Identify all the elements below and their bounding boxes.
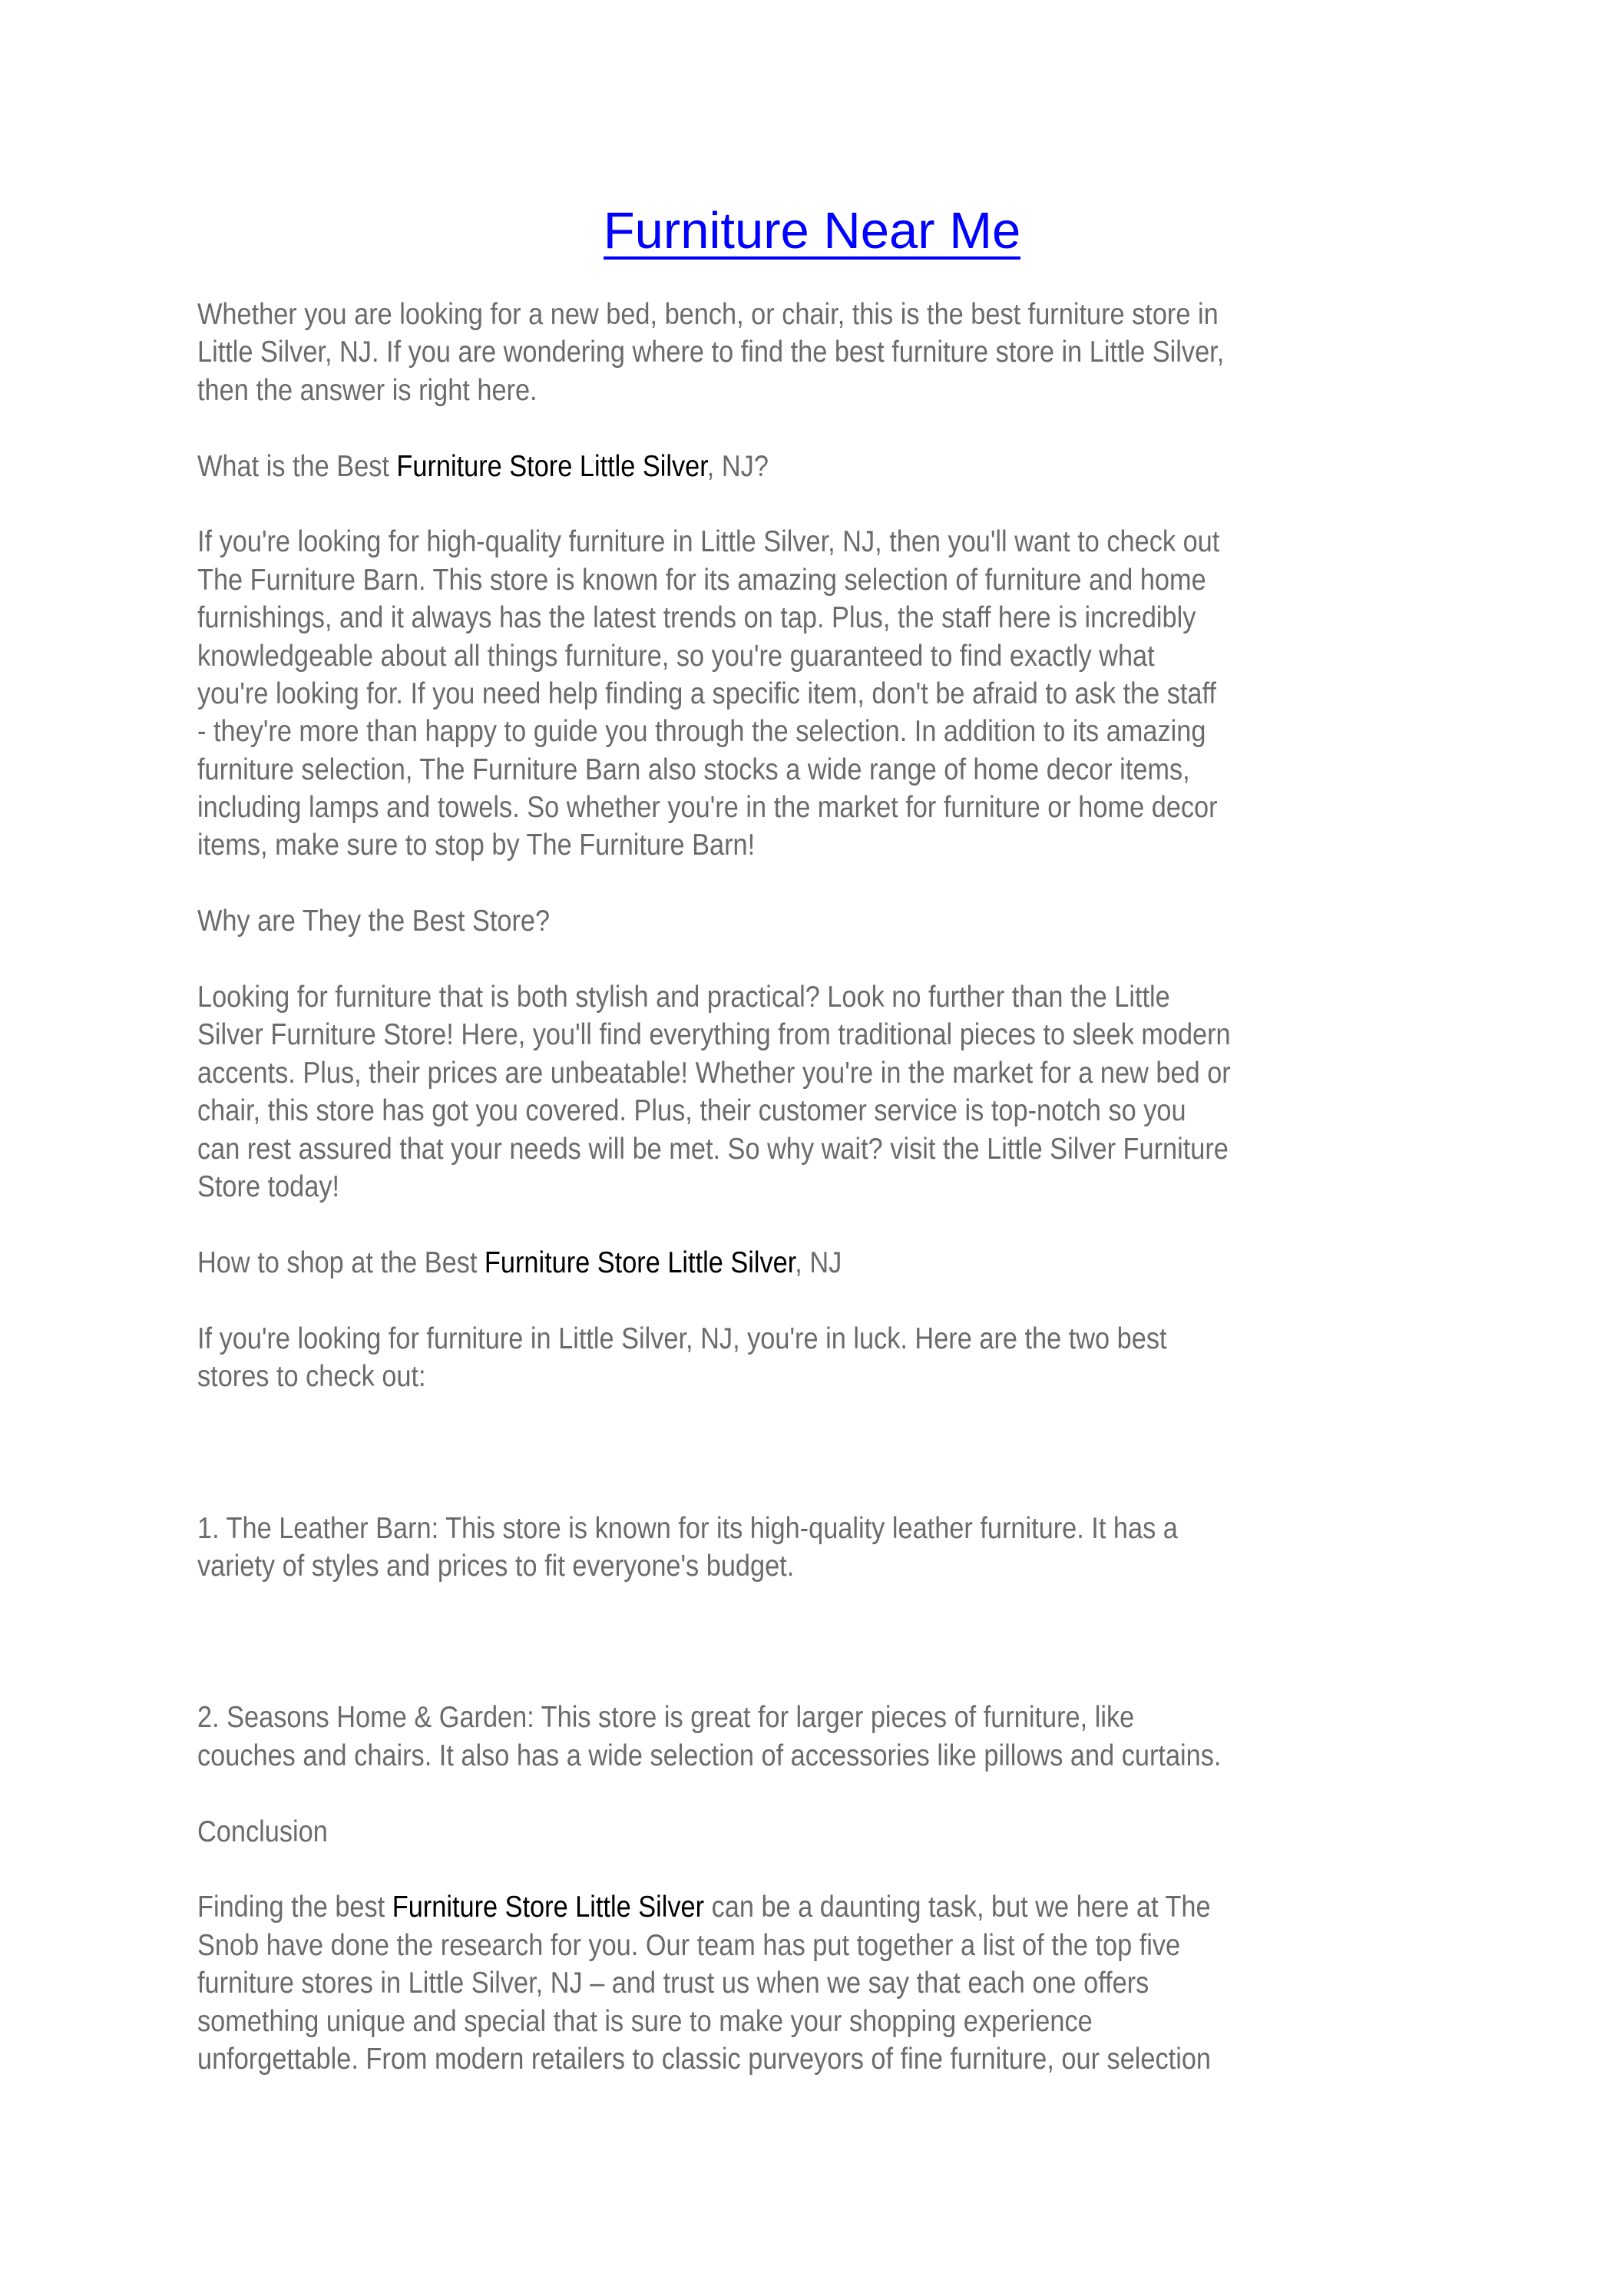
spacer <box>197 1282 1421 1319</box>
text-line: you're looking for. If you need help finding a specific item, don't be afraid to ask the staff <box>197 677 1216 710</box>
spacer <box>197 1206 1421 1243</box>
furniture-store-link[interactable]: Furniture Store Little Silver <box>484 1246 795 1279</box>
text-line: knowledgeable about all things furniture, so you're guaranteed to find exactly what <box>197 639 1155 673</box>
text-line: accents. Plus, their prices are unbeatable! Whether you're in the market for a new bed or <box>197 1056 1231 1090</box>
text-line: variety of styles and prices to fit everyone's budget. <box>197 1549 795 1583</box>
text-line: then the answer is right here. <box>197 373 537 407</box>
heading-text: , NJ <box>795 1246 842 1279</box>
text-line: Looking for furniture that is both stylish and practical? Look no further than the Little <box>197 981 1170 1014</box>
heading-text: , NJ? <box>706 449 769 483</box>
why-best-paragraph <box>197 978 1421 1206</box>
spacer <box>197 1471 1421 1509</box>
text-line: If you're looking for high-quality furniture in Little Silver, NJ, then you'll want to check out <box>197 525 1220 559</box>
text-line: stores to check out: <box>197 1359 426 1393</box>
text-line: couches and chairs. It also has a wide selection of accessories like pillows and curtains. <box>197 1739 1222 1772</box>
text-line: furniture stores in Little Silver, NJ – and trust us when we say that each one offers <box>197 1967 1149 2000</box>
text-line: unforgettable. From modern retailers to classic purveyors of fine furniture, our selection <box>197 2042 1212 2076</box>
heading-text: What is the Best <box>197 449 397 483</box>
spacer <box>197 865 1421 902</box>
text-line: Little Silver, NJ. If you are wondering where to find the best furniture store in Little Silver, <box>197 336 1225 369</box>
text-line: Snob have done the research for you. Our team has put together a list of the top five <box>197 1928 1181 1962</box>
text-line: including lamps and towels. So whether you're in the market for furniture or home decor <box>197 791 1218 825</box>
text-line: items, make sure to stop by The Furniture Barn! <box>197 829 756 862</box>
text-line: Store today! <box>197 1170 340 1203</box>
text-line <box>197 1888 1421 1926</box>
how-to-shop-paragraph <box>197 1320 1421 1396</box>
text-line: furniture selection, The Furniture Barn also stocks a wide range of home decor items, <box>197 753 1190 786</box>
section-heading-conclusion: Conclusion <box>197 1815 328 1848</box>
spacer <box>197 1851 1421 1888</box>
list-item-seasons-home-garden <box>197 1699 1421 1775</box>
list-item-leather-barn <box>197 1510 1421 1586</box>
text-line: If you're looking for furniture in Little Silver, NJ, you're in luck. Here are the two best <box>197 1322 1167 1355</box>
spacer <box>197 941 1421 978</box>
spacer <box>197 1661 1421 1699</box>
spacer <box>197 485 1421 523</box>
text-line: can rest assured that your needs will be met. So why wait? visit the Little Silver Furniture <box>197 1132 1229 1166</box>
section-heading-how-to-shop <box>197 1244 1421 1282</box>
intro-paragraph <box>197 296 1421 409</box>
furniture-store-link[interactable]: Furniture Store Little Silver <box>396 449 707 483</box>
page-title <box>0 201 1624 261</box>
text-line: The Furniture Barn. This store is known for its amazing selection of furniture and home <box>197 563 1206 597</box>
text-line: something unique and special that is sure to make your shopping experience <box>197 2004 1093 2038</box>
text-line: chair, this store has got you covered. Plus, their customer service is top-notch so you <box>197 1094 1186 1128</box>
text-line: Whether you are looking for a new bed, bench, or chair, this is the best furniture store in <box>197 298 1219 331</box>
text-line: furnishings, and it always has the latest trends on tap. Plus, the staff here is incredibly <box>197 601 1196 635</box>
text-fragment: Finding the best <box>197 1891 392 1924</box>
spacer <box>197 409 1421 447</box>
section-heading-why-best: Why are They the Best Store? <box>197 905 551 938</box>
text-line: - they're more than happy to guide you through the selection. In addition to its amazing <box>197 715 1206 749</box>
title-link[interactable]: Furniture Near Me <box>603 202 1021 260</box>
spacer <box>197 1585 1421 1623</box>
spacer <box>197 1395 1421 1433</box>
furniture-barn-paragraph <box>197 523 1421 865</box>
text-line: Silver Furniture Store! Here, you'll find everything from traditional pieces to sleek modern <box>197 1018 1231 1052</box>
spacer <box>197 1434 1421 1471</box>
text-line: 2. Seasons Home & Garden: This store is great for larger pieces of furniture, like <box>197 1701 1135 1735</box>
section-heading-best-store <box>197 448 1421 485</box>
conclusion-paragraph <box>197 1888 1421 2078</box>
text-line: 1. The Leather Barn: This store is known for its high-quality leather furniture. It has a <box>197 1511 1178 1545</box>
spacer <box>197 1775 1421 1812</box>
heading-text: How to shop at the Best <box>197 1246 485 1279</box>
text-fragment: can be a daunting task, but we here at The <box>704 1891 1211 1924</box>
spacer <box>197 1623 1421 1661</box>
article-body <box>197 296 1421 2078</box>
furniture-store-link[interactable]: Furniture Store Little Silver <box>392 1891 705 1924</box>
